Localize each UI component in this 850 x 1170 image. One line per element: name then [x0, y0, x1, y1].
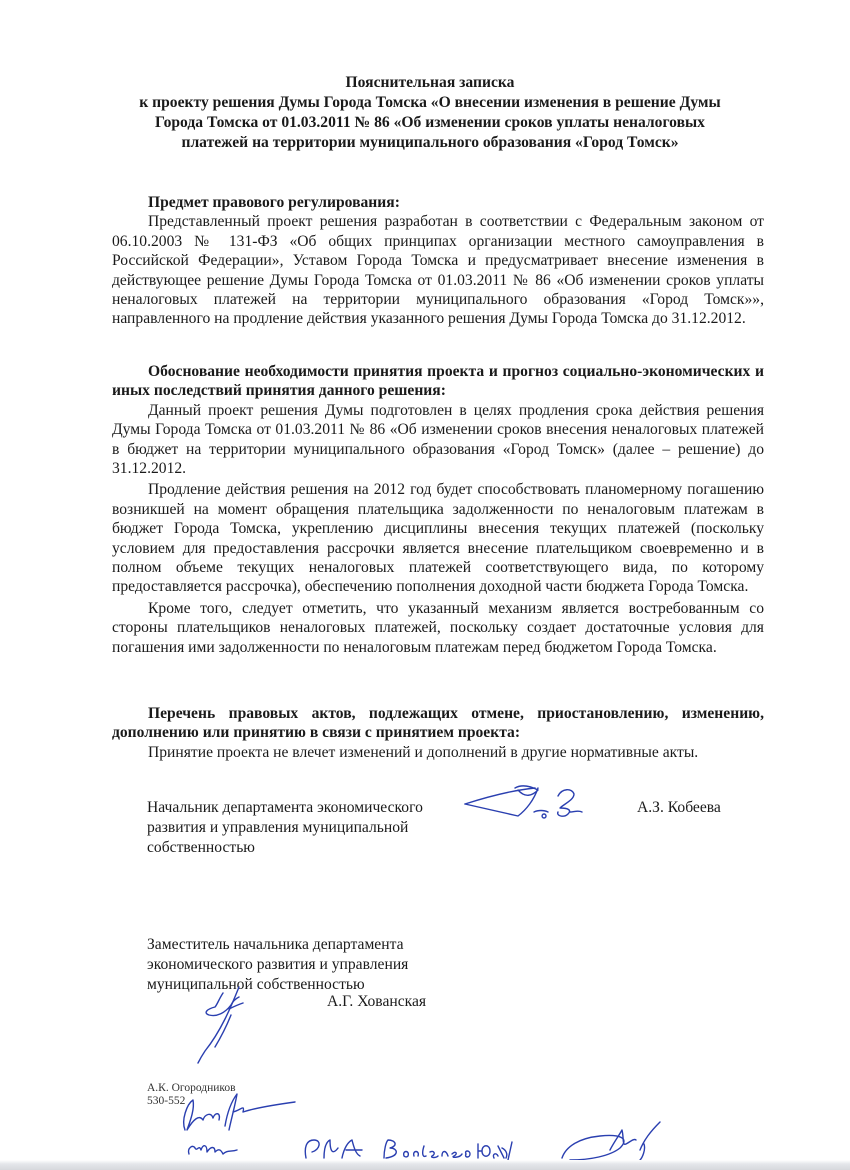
section-paragraph: Кроме того, следует отметить, что указанный механизм является востребованным со стороны плательщиков неналоговых платежей, поскольку создает достаточные условия для погашения ими задолженности по неналоговым платежам перед бюджетом Города Томска. — [112, 599, 764, 656]
section-heading: Обоснование необходимости принятия проекта и прогноз социально-экономических и иных последствий принятия данного решения: — [112, 363, 764, 400]
section-paragraph: Продление действия решения на 2012 год будет способствовать планомерному погашению возникшей на момент обращения плательщика задолженности по неналоговым платежам в бюджет Города Томска, укреплению дисциплины внесения текущих платежей (поскольку условием для предоставления рассрочки является внесение плательщиком своевременно и в полном объеме текущих неналоговых платежей соответствующего вида, по которому предоставляется рассрочка), обеспечению пополнения доходной части бюджета Города Томска. — [112, 481, 764, 596]
signature-icon — [175, 1090, 305, 1135]
title-line: Пояснительная записка — [345, 74, 515, 91]
signature-icon — [300, 1136, 370, 1162]
executor-phone: 530-552 — [147, 1095, 186, 1107]
section-paragraph: Представленный проект решения разработан в соответствии с Федеральным законом от 06.10.2003 № 131-ФЗ «Об общих принципах организации местного самоуправления в Российской Федерации», Уставом Города Томска и предусматривает внесение изменения в действующее решение Думы Города Томска от 01.03.2011 № 86 «Об изменении сроков уплаты неналоговых платежей на территории муниципального образования «Город Томск»», направленного на продление действия указанного решения Думы Города Томска до 31.12.2012. — [112, 213, 764, 328]
title-line: Города Томска от 01.03.2011 № 86 «Об изменении сроков уплаты неналоговых — [155, 114, 705, 131]
section-paragraph: Данный проект решения Думы подготовлен в целях продления срока действия решения Думы Города Томска от 01.03.2011 № 86 «Об изменении сроков внесения неналоговых платежей в бюджет на территории муниципального образования «Город Томск» (далее – решение) до 31.12.2012. — [112, 401, 764, 478]
executor-name: А.К. Огородников — [147, 1082, 236, 1094]
signature-icon — [560, 1120, 670, 1165]
signature-icon — [195, 985, 275, 1065]
signatory-name: А.З. Кобеева — [637, 799, 721, 816]
signature-icon — [460, 782, 590, 822]
title-line: к проекту решения Думы Города Томска «О внесении изменения в решение Думы — [139, 94, 721, 111]
title-line: платежей на территории муниципального образования «Город Томск» — [181, 134, 679, 151]
section-heading: Предмет правового регулирования: — [148, 194, 400, 211]
signatory-position: Начальник департамента экономического развития и управления муниципальной собственностью — [147, 799, 423, 856]
signatory-position: Заместитель начальника департамента экономического развития и управления муниципальной собственностью — [147, 936, 409, 993]
signatory-name: А.Г. Хованская — [327, 993, 427, 1010]
section-justification — [112, 362, 764, 657]
section-paragraph: Принятие проекта не влечет изменений и дополнений в другие нормативные акты. — [148, 743, 699, 761]
scan-edge — [0, 1160, 850, 1170]
signature-icon — [185, 1138, 245, 1160]
document-title — [90, 73, 770, 153]
section-legal-acts — [112, 704, 764, 762]
section-heading: Перечень правовых актов, подлежащих отмене, приостановлению, изменению, дополнению или принятию в связи с принятием проекта: — [112, 705, 764, 742]
signature-icon — [378, 1136, 518, 1162]
section-legal-subject — [112, 193, 764, 329]
